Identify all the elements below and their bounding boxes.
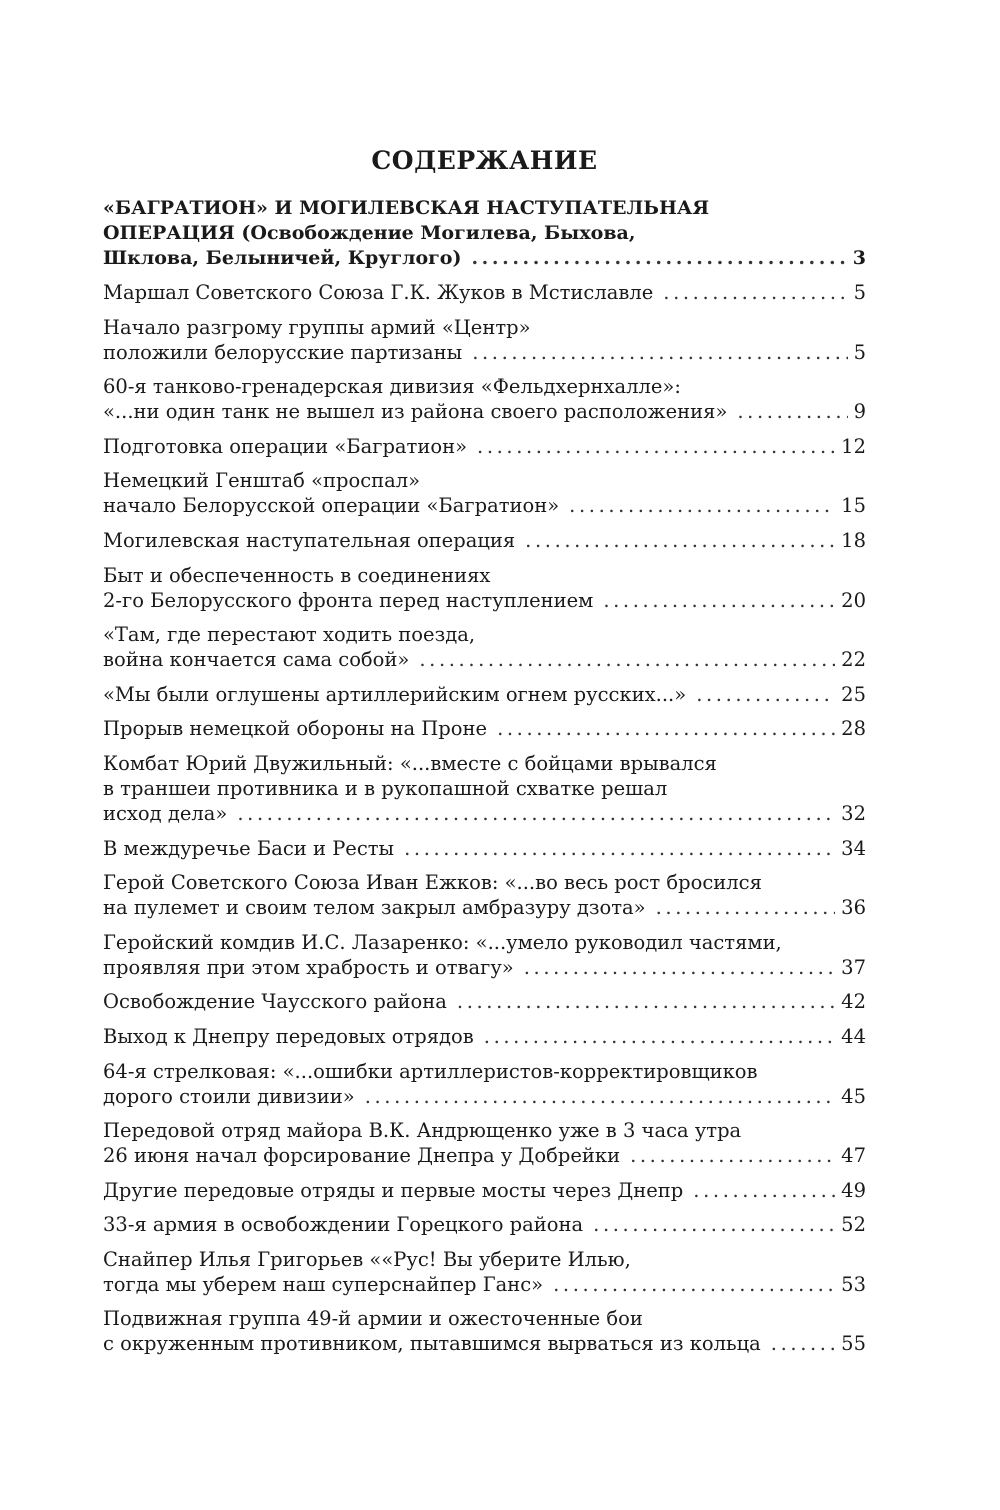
toc-entry-line: на пулемет и своим телом закрыл амбразуру дзота» [103,896,646,920]
dot-leader [603,588,835,613]
toc-entry-line: Выход к Днепру передовых отрядов [103,1024,474,1048]
toc-entry-line: с окруженным противником, пытавшимся вырваться из кольца [103,1332,761,1356]
dot-leader [553,1272,835,1297]
toc-entry-last-line [103,1331,866,1356]
page-number: 53 [841,1272,866,1296]
toc-entry-line: положили белорусские партизаны [103,340,463,364]
dot-leader [472,340,847,365]
dot-leader [771,1331,835,1356]
toc-entry-line: начало Белорусской операции «Багратион» [103,494,560,518]
toc-entry-last-line [103,340,866,365]
toc-entry [103,434,866,459]
dot-leader [525,528,835,553]
toc-entry-line: 64-я стрелковая: «...ошибки артиллеристов-корректировщиков [103,1059,758,1083]
toc-entry-line: 2-го Белорусского фронта перед наступлением [103,588,594,612]
toc-entry [103,1024,866,1049]
toc-entry-last-line [103,1178,866,1203]
dot-leader [471,246,846,271]
toc-entry [103,836,866,861]
page-number: 18 [841,528,866,552]
dot-leader [237,801,835,826]
toc-entry-line: Герой Советского Союза Иван Ежков: «...во весь рост бросился [103,871,762,895]
toc-entry-line: Немецкий Генштаб «проспал» [103,469,421,493]
toc-entry-line: Снайпер Илья Григорьев ««Рус! Вы уберите Илью, [103,1247,631,1271]
page-number: 34 [841,836,866,860]
toc-entry [103,1247,866,1297]
dot-leader [477,434,835,459]
toc-entry-last-line [103,801,866,826]
page-number: 15 [841,494,866,518]
dot-leader [737,399,847,424]
page-number: 28 [841,717,866,741]
page-number: 52 [841,1213,866,1237]
toc-entry-last-line [103,682,866,707]
toc-entry-line: Начало разгрому группы армий «Центр» [103,315,531,339]
toc-entry-last-line [103,955,866,980]
toc-entry-line: Шклова, Белыничей, Круглого) [103,247,462,269]
toc-entry [103,315,866,365]
page-number: 55 [841,1332,866,1356]
table-of-contents [103,196,866,1366]
toc-entry [103,196,866,271]
dot-leader [630,1143,835,1168]
page-number: 45 [841,1084,866,1108]
toc-entry-line: 33-я армия в освобождении Горецкого района [103,1213,584,1237]
toc-entry-last-line [103,1024,866,1049]
toc-entry-line: 26 июня начал форсирование Днепра у Добрейки [103,1144,621,1168]
toc-entry-line: Быт и обеспеченность в соединениях [103,563,491,587]
dot-leader [419,647,835,672]
toc-entry [103,622,866,672]
page-number: 5 [853,340,866,364]
page-number: 12 [841,434,866,458]
toc-entry-last-line [103,588,866,613]
toc-entry [103,374,866,424]
toc-entry-line: «...ни один танк не вышел из района своего расположения» [103,400,728,424]
dot-leader [497,716,835,741]
toc-entry-last-line [103,895,866,920]
toc-entry-line: дорого стоили дивизии» [103,1084,355,1108]
toc-entry-line: Маршал Советского Союза Г.К. Жуков в Мстиславле [103,281,654,304]
toc-entry-line: Прорыв немецкой обороны на Проне [103,717,488,741]
dot-leader [365,1084,835,1109]
toc-entry-line: Могилевская наступательная операция [103,528,516,552]
toc-entry-line: Комбат Юрий Двужильный: «...вместе с бойцами врывался [103,751,717,775]
toc-entry [103,528,866,553]
toc-entry-last-line [103,528,866,553]
toc-entry [103,989,866,1014]
toc-entry-line: Освобождение Чаусского района [103,990,447,1014]
page-number: 37 [841,955,866,979]
dot-leader [696,682,835,707]
page-title: СОДЕРЖАНИЕ [371,146,598,175]
page-number: 3 [852,247,866,269]
page-number: 25 [841,682,866,706]
dot-leader [484,1024,835,1049]
page-number: 5 [853,281,866,304]
page-number: 22 [841,648,866,672]
toc-entry-line: «БАГРАТИОН» И МОГИЛЕВСКАЯ НАСТУПАТЕЛЬНАЯ [103,197,710,219]
toc-entry-last-line [103,399,866,424]
toc-entry [103,563,866,613]
toc-entry [103,1118,866,1168]
dot-leader [404,836,835,861]
toc-entry-last-line [103,836,866,861]
toc-entry-last-line [103,647,866,672]
toc-entry [103,1306,866,1356]
page-number: 47 [841,1144,866,1168]
toc-entry-last-line [103,493,866,518]
page-number: 20 [841,588,866,612]
toc-entry-line: война кончается сама собой» [103,648,410,672]
toc-entry [103,870,866,920]
toc-entry-line: исход дела» [103,801,228,825]
toc-entry-line: «Там, где перестают ходить поезда, [103,623,476,647]
toc-entry-line: Подвижная группа 49-й армии и ожесточенные бои [103,1307,643,1331]
toc-entry-last-line [103,280,866,305]
dot-leader [663,280,847,305]
toc-entry-last-line [103,1084,866,1109]
toc-entry-last-line [103,1272,866,1297]
toc-entry [103,751,866,826]
toc-entry-line: Геройский комдив И.С. Лазаренко: «...умело руководил частями, [103,930,782,954]
toc-entry-last-line [103,989,866,1014]
toc-entry [103,1059,866,1109]
toc-entry [103,930,866,980]
toc-entry [103,1212,866,1237]
page-number: 49 [841,1178,866,1202]
toc-entry-line: тогда мы уберем наш суперснайпер Ганс» [103,1272,544,1296]
toc-entry-line: в траншеи противника и в рукопашной схватке решал [103,776,668,800]
page-number: 36 [841,896,866,920]
toc-entry-line: Другие передовые отряды и первые мосты через Днепр [103,1178,684,1202]
dot-leader [569,493,835,518]
toc-entry-last-line [103,434,866,459]
toc-entry-line: «Мы были оглушены артиллерийским огнем русских...» [103,682,687,706]
toc-entry [103,1178,866,1203]
toc-entry-last-line [103,716,866,741]
toc-entry-line: В междуречье Баси и Ресты [103,836,395,860]
toc-entry [103,716,866,741]
page-number: 9 [853,400,866,424]
dot-leader [693,1178,835,1203]
toc-entry-line: 60-я танково-гренадерская дивизия «Фельдхернхалле»: [103,375,681,399]
toc-entry-line: ОПЕРАЦИЯ (Освобождение Могилева, Быхова, [103,222,636,244]
toc-entry [103,468,866,518]
toc-entry-line: Передовой отряд майора В.К. Андрющенко уже в 3 часа утра [103,1119,742,1143]
toc-entry [103,280,866,305]
page-number: 44 [841,1024,866,1048]
dot-leader [457,989,835,1014]
dot-leader [593,1212,835,1237]
toc-entry [103,682,866,707]
page-number: 32 [841,801,866,825]
dot-leader [656,895,836,920]
dot-leader [524,955,835,980]
toc-entry-line: проявляя при этом храбрость и отвагу» [103,955,514,979]
toc-entry-last-line [103,246,866,271]
toc-entry-last-line [103,1212,866,1237]
toc-entry-last-line [103,1143,866,1168]
toc-entry-line: Подготовка операции «Багратион» [103,434,468,458]
page-number: 42 [841,990,866,1014]
